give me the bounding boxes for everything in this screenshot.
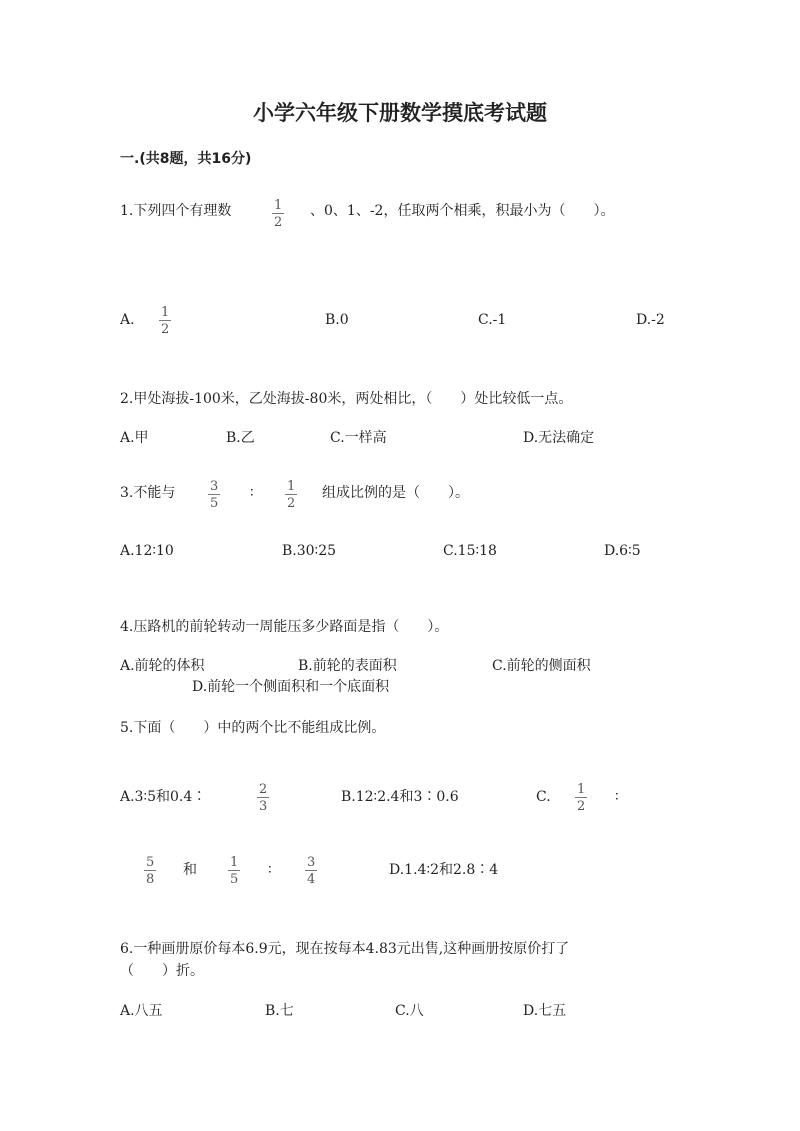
exam-title: 小学六年级下册数学摸底考试题 <box>253 101 547 125</box>
question-1-fraction <box>272 199 284 229</box>
question-6-stem-line-2: （ ）折。 <box>120 963 204 979</box>
question-1-stem-start: 1.下列四个有理数 <box>120 203 232 219</box>
question-5-option-a[interactable]: A.3∶5和0.4∶ <box>120 789 207 805</box>
question-3-colon: ∶ <box>250 485 254 501</box>
question-5-option-c-fraction-3 <box>228 856 240 886</box>
fraction-denominator: 2 <box>577 799 586 814</box>
fraction-numerator: 1 <box>287 479 296 494</box>
question-3-option-c[interactable]: C.15∶18 <box>443 543 497 559</box>
question-5-option-c-colon-2: ∶ <box>268 862 272 878</box>
question-4-option-b[interactable]: B.前轮的表面积 <box>298 658 397 674</box>
question-5-option-c-fraction <box>575 783 587 813</box>
question-5-option-c-colon: ∶ <box>615 789 619 805</box>
question-3-stem-end: 组成比例的是（ ）。 <box>322 485 469 501</box>
question-6-option-b[interactable]: B.七 <box>265 1003 294 1019</box>
question-6-stem-line-1: 6.一种画册原价每本6.9元，现在按每本4.83元出售,这种画册按原价打了 <box>120 941 570 957</box>
question-5-option-c-fraction-2 <box>144 856 156 886</box>
fraction-denominator: 2 <box>274 215 283 230</box>
question-2-stem: 2.甲处海拔-100米，乙处海拔-80米，两处相比，（ ）处比较低一点。 <box>120 391 573 407</box>
fraction-denominator: 2 <box>287 496 296 511</box>
fraction-denominator: 8 <box>146 872 155 887</box>
question-5-option-d[interactable]: D.1.4∶2和2.8∶4 <box>389 862 499 878</box>
fraction-denominator: 4 <box>307 872 316 887</box>
fraction-numerator: 1 <box>274 198 283 213</box>
question-5-option-b[interactable]: B.12∶2.4和3∶0.6 <box>341 789 459 805</box>
question-3-fraction-1 <box>208 480 220 510</box>
fraction-numerator: 1 <box>230 855 239 870</box>
question-6-option-a[interactable]: A.八五 <box>120 1003 163 1019</box>
question-6-option-d[interactable]: D.七五 <box>523 1003 567 1019</box>
question-2-option-d[interactable]: D.无法确定 <box>523 430 595 446</box>
question-2-option-b[interactable]: B.乙 <box>226 430 255 446</box>
question-4-option-d[interactable]: D.前轮一个侧面积和一个底面积 <box>192 679 390 695</box>
section-heading: 一.(共8题，共16分) <box>120 151 252 167</box>
question-2-option-a[interactable]: A.甲 <box>120 430 149 446</box>
question-3-stem-start: 3.不能与 <box>120 485 176 501</box>
question-2-option-c[interactable]: C.一样高 <box>330 430 387 446</box>
question-1-option-a-label: A. <box>120 312 135 328</box>
fraction-denominator: 2 <box>161 322 170 337</box>
question-3-option-b[interactable]: B.30∶25 <box>282 543 337 559</box>
fraction-denominator: 5 <box>230 872 239 887</box>
question-5-option-c-and: 和 <box>183 862 197 878</box>
question-4-option-a[interactable]: A.前轮的体积 <box>120 658 205 674</box>
fraction-denominator: 5 <box>210 496 219 511</box>
question-1-stem-end: 、0、1、-2，任取两个相乘，积最小为（ ）。 <box>310 203 615 219</box>
question-5-option-a-fraction <box>257 783 269 813</box>
question-6-option-c[interactable]: C.八 <box>395 1003 424 1019</box>
question-3-option-a[interactable]: A.12∶10 <box>120 543 174 559</box>
question-5-stem: 5.下面（ ）中的两个比不能组成比例。 <box>120 720 386 736</box>
fraction-numerator: 5 <box>146 855 155 870</box>
question-4-stem: 4.压路机的前轮转动一周能压多少路面是指（ ）。 <box>120 619 449 635</box>
fraction-denominator: 3 <box>259 799 268 814</box>
fraction-numerator: 3 <box>307 855 316 870</box>
question-5-option-c-fraction-4 <box>305 856 317 886</box>
question-4-option-c[interactable]: C.前轮的侧面积 <box>492 658 591 674</box>
question-1-option-b[interactable]: B.0 <box>325 312 349 328</box>
fraction-numerator: 1 <box>577 782 586 797</box>
fraction-numerator: 3 <box>210 479 219 494</box>
question-1-option-a-fraction[interactable] <box>159 306 171 336</box>
question-1-option-c[interactable]: C.-1 <box>478 312 507 328</box>
question-5-option-c[interactable]: C. <box>536 789 551 805</box>
fraction-numerator: 2 <box>259 782 268 797</box>
question-1-option-d[interactable]: D.-2 <box>636 312 665 328</box>
question-3-fraction-2 <box>285 480 297 510</box>
fraction-numerator: 1 <box>161 305 170 320</box>
question-3-option-d[interactable]: D.6∶5 <box>604 543 641 559</box>
